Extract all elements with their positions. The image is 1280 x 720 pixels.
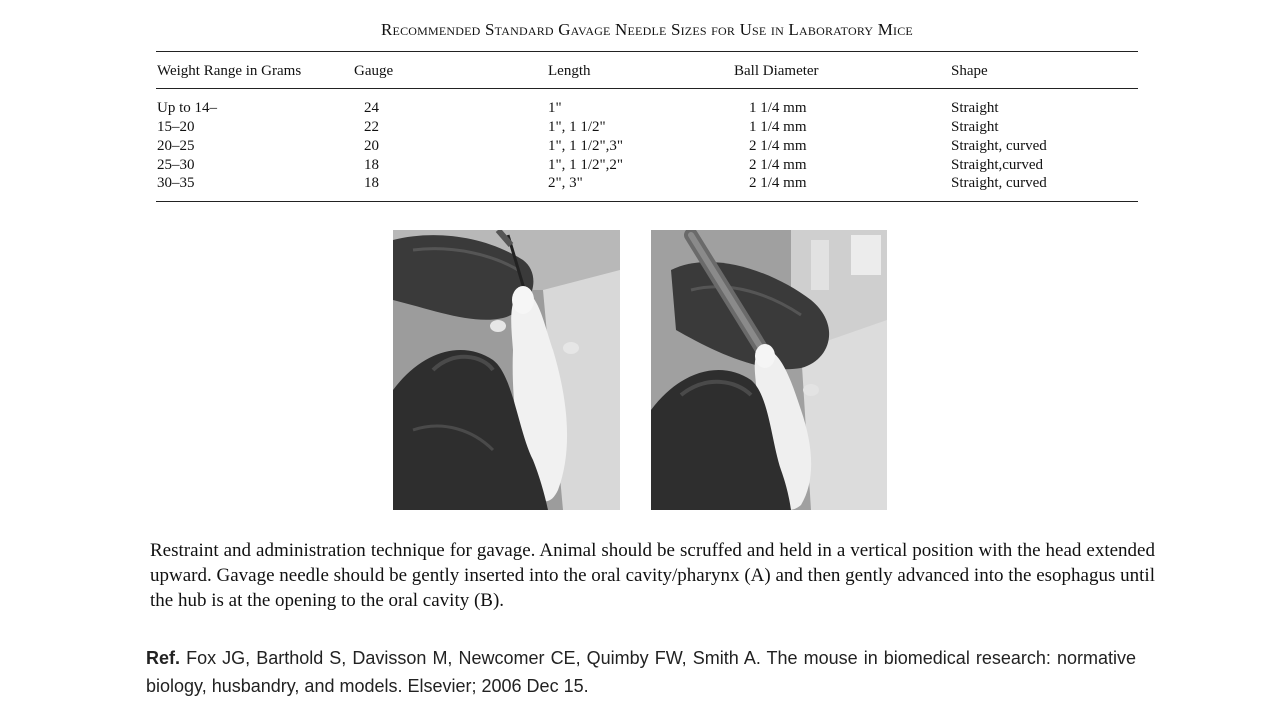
table-cell-shape: Straight	[951, 100, 999, 116]
gavage-photo-b	[651, 230, 887, 510]
table-cell-weight: 20–25	[157, 138, 195, 154]
reference	[146, 644, 1136, 700]
table-cell-length: 1", 1 1/2",2"	[548, 157, 624, 173]
table-cell-length: 1"	[548, 100, 562, 116]
table-cell-ball: 1 1/4 mm	[749, 119, 807, 135]
table-cell-weight: 30–35	[157, 175, 195, 191]
table-cell-gauge: 18	[364, 157, 379, 173]
figure-caption: Restraint and administration technique for gavage. Animal should be scruffed and held in a vertical position with the head extended upward. Gavage needle should be gently inserted into the oral cavity/pharynx (A) and then gently advanced into the esophagus until the hub is at the opening to the oral cavity (B).	[150, 540, 1155, 611]
table-cell-shape: Straight, curved	[951, 175, 1047, 191]
table-cell-ball: 2 1/4 mm	[749, 175, 807, 191]
gavage-photo-a	[393, 230, 620, 510]
table-cell-shape: Straight,curved	[951, 157, 1044, 173]
header-gauge: Gauge	[354, 63, 394, 79]
table-cell-weight: 25–30	[157, 157, 195, 173]
table-cell-gauge: 20	[364, 138, 379, 154]
table-cell-ball: 2 1/4 mm	[749, 157, 807, 173]
table-cell-gauge: 24	[364, 100, 379, 116]
header-length: Length	[548, 63, 591, 79]
table-cell-length: 2", 3"	[548, 175, 583, 191]
table-title: Recommended Standard Gavage Needle Sizes for Use in Laboratory Mice	[381, 20, 913, 39]
table-cell-weight: 15–20	[157, 119, 195, 135]
table-header-rule	[156, 88, 1138, 89]
table-cell-weight: Up to 14–	[157, 100, 217, 116]
header-shape: Shape	[951, 63, 988, 79]
header-weight: Weight Range in Grams	[157, 63, 302, 79]
table-bottom-rule	[156, 201, 1138, 202]
table-cell-ball: 2 1/4 mm	[749, 138, 807, 154]
table-cell-length: 1", 1 1/2",3"	[548, 138, 624, 154]
table-cell-gauge: 18	[364, 175, 379, 191]
table-cell-ball: 1 1/4 mm	[749, 100, 807, 116]
table-cell-length: 1", 1 1/2"	[548, 119, 606, 135]
table-cell-gauge: 22	[364, 119, 379, 135]
table-top-rule	[156, 51, 1138, 52]
table-cell-shape: Straight, curved	[951, 138, 1047, 154]
header-ball-diameter: Ball Diameter	[734, 63, 819, 79]
reference-label: Ref.	[146, 648, 181, 668]
table-cell-shape: Straight	[951, 119, 999, 135]
reference-text: Fox JG, Barthold S, Davisson M, Newcomer CE, Quimby FW, Smith A. The mouse in biomedical research: normative biology, husbandry, and models. Elsevier; 2006 Dec 15.	[146, 648, 1136, 696]
